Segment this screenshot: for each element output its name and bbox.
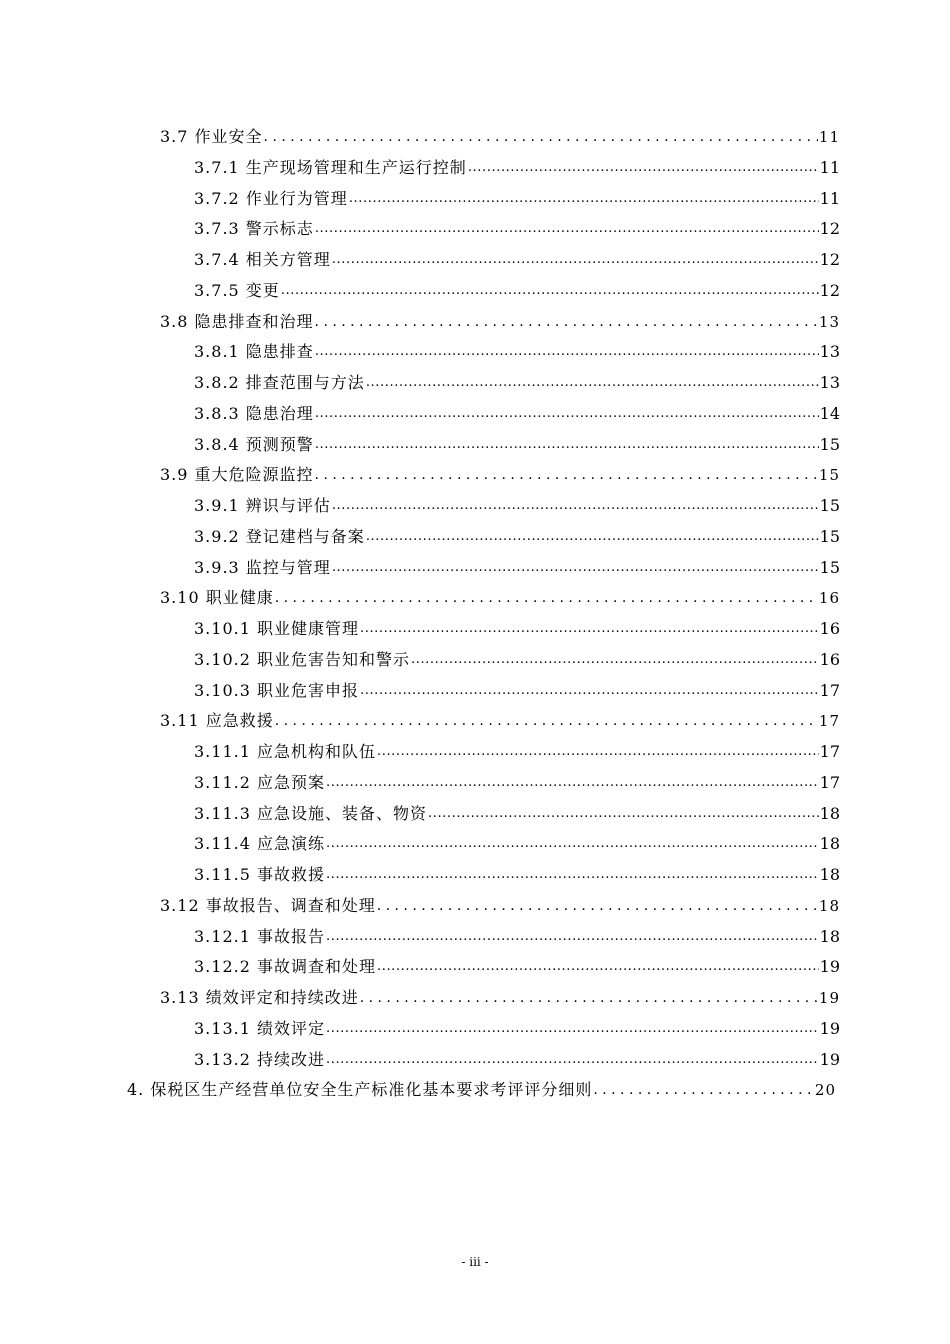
toc-entry-page-number: 15 [819,557,840,577]
toc-entry-title: 3.11 应急救援 [160,711,274,731]
toc-entry[interactable] [194,802,840,826]
toc-entry[interactable] [194,1048,840,1072]
toc-entry[interactable] [194,525,840,549]
toc-entry[interactable] [160,463,840,487]
toc-dot-leader [468,156,819,180]
toc-entry-title: 3.10.3 职业危害申报 [194,680,359,700]
toc-entry-title: 3.12.1 事故报告 [194,926,325,946]
toc-dot-leader [264,125,818,149]
toc-entry-page-number: 20 [814,1081,836,1100]
page-footer-number: - iii - [461,1255,489,1269]
toc-entry-page-number: 13 [819,342,840,362]
toc-entry-page-number: 15 [819,496,840,515]
toc-dot-leader [281,279,819,303]
toc-entry-page-number: 18 [819,865,840,884]
toc-dot-leader [377,894,818,918]
toc-entry-page-number: 15 [818,466,840,485]
toc-entry[interactable] [194,556,840,580]
toc-dot-leader [332,494,819,518]
toc-entry[interactable] [194,402,840,426]
toc-entry[interactable] [194,648,840,672]
toc-entry-page-number: 12 [819,219,840,239]
toc-entry-page-number: 19 [818,989,840,1007]
toc-entry-title: 3.7.5 变更 [194,280,280,300]
toc-entry-title: 3.8.2 排查范围与方法 [194,373,365,392]
toc-entry-title: 3.8 隐患排查和治理 [160,311,314,331]
toc-dot-leader [275,586,818,610]
toc-entry[interactable] [194,433,840,457]
toc-dot-leader [360,617,819,641]
toc-dot-leader [315,310,818,334]
toc-entry-title: 3.13.1 绩效评定 [194,1018,325,1038]
toc-dot-leader [332,556,819,580]
toc-entry[interactable] [194,925,840,949]
toc-entry-page-number: 16 [819,619,840,638]
toc-entry[interactable] [194,740,840,764]
toc-entry-title: 3.9 重大危险源监控 [160,465,314,485]
toc-entry-page-number: 17 [818,712,840,731]
toc-entry-page-number: 13 [818,312,840,331]
toc-dot-leader [275,709,818,733]
toc-entry-title: 3.8.4 预测预警 [194,434,314,454]
toc-entry[interactable] [160,125,840,149]
toc-entry-title: 3.10.2 职业危害告知和警示 [194,649,410,669]
toc-entry[interactable] [160,586,840,610]
toc-dot-leader [315,217,819,241]
toc-entry-title: 3.7 作业安全 [160,127,263,146]
toc-dot-leader [428,802,819,826]
toc-entry-page-number: 18 [819,926,840,946]
toc-dot-leader [326,771,819,795]
toc-entry-title: 3.7.1 生产现场管理和生产运行控制 [194,157,467,177]
toc-entry[interactable] [194,832,840,856]
toc-entry-title: 4. 保税区生产经营单位安全生产标准化基本要求考评评分细则 [127,1080,593,1100]
toc-entry-title: 3.10.1 职业健康管理 [194,619,359,638]
toc-entry[interactable] [127,1078,836,1102]
toc-entry-page-number: 11 [819,157,840,177]
toc-entry-title: 3.11.1 应急机构和队伍 [194,742,376,761]
toc-entry-page-number: 16 [818,589,840,608]
toc-dot-leader [360,679,819,703]
toc-entry[interactable] [160,986,840,1010]
toc-entry-page-number: 19 [819,1049,840,1069]
toc-dot-leader [332,248,819,272]
toc-entry[interactable] [194,771,840,795]
toc-entry-title: 3.7.3 警示标志 [194,219,314,239]
toc-dot-leader [326,1048,819,1072]
toc-entry[interactable] [194,494,840,518]
toc-dot-leader [326,863,819,887]
toc-entry[interactable] [194,340,840,364]
toc-dot-leader [315,463,818,487]
toc-entry-page-number: 17 [819,680,840,700]
toc-entry-title: 3.10 职业健康 [160,588,274,608]
toc-entry[interactable] [160,894,840,918]
toc-entry-title: 3.13.2 持续改进 [194,1049,325,1069]
toc-entry[interactable] [194,187,840,211]
toc-entry-page-number: 19 [819,957,840,977]
toc-entry-title: 3.11.3 应急设施、装备、物资 [194,803,427,823]
toc-entry-title: 3.11.2 应急预案 [194,772,325,792]
toc-dot-leader [366,525,819,549]
toc-dot-leader [349,187,819,211]
toc-dot-leader [411,648,819,672]
toc-dot-leader [315,433,819,457]
toc-entry-page-number: 17 [819,742,840,761]
toc-entry-page-number: 11 [818,128,840,146]
toc-entry-page-number: 19 [819,1018,840,1038]
toc-entry-title: 3.12.2 事故调查和处理 [194,957,376,977]
toc-entry-title: 3.13 绩效评定和持续改进 [160,988,359,1007]
toc-entry-page-number: 18 [819,803,840,823]
toc-entry-title: 3.7.4 相关方管理 [194,250,331,269]
toc-dot-leader [593,1078,814,1102]
toc-entry-title: 3.8.1 隐患排查 [194,342,314,362]
toc-entry-title: 3.7.2 作业行为管理 [194,188,348,208]
toc-entry-page-number: 14 [819,403,840,423]
toc-entry-page-number: 15 [819,434,840,454]
toc-entry[interactable] [160,709,840,733]
toc-entry[interactable] [194,1017,840,1041]
toc-dot-leader [377,740,819,764]
toc-entry-page-number: 12 [819,280,840,300]
toc-dot-leader [326,1017,819,1041]
toc-entry-title: 3.11.4 应急演练 [194,834,325,854]
toc-entry[interactable] [194,863,840,887]
toc-entry-page-number: 17 [819,772,840,792]
toc-entry-page-number: 13 [819,373,840,392]
toc-entry[interactable] [194,156,840,180]
toc-entry-title: 3.9.2 登记建档与备案 [194,526,365,546]
toc-entry[interactable] [194,617,840,641]
toc-entry-page-number: 18 [818,896,840,915]
toc-entry-page-number: 18 [819,834,840,854]
toc-entry-title: 3.9.1 辨识与评估 [194,496,331,515]
toc-dot-leader [315,340,819,364]
toc-entry-page-number: 16 [819,649,840,669]
toc-entry[interactable] [194,955,840,979]
toc-entry[interactable] [194,248,840,272]
toc-dot-leader [326,832,819,856]
toc-entry-title: 3.8.3 隐患治理 [194,403,314,423]
toc-entry-page-number: 11 [819,188,840,208]
toc-entry[interactable] [194,279,840,303]
toc-dot-leader [377,955,819,979]
toc-dot-leader [366,371,819,395]
toc-dot-leader [326,925,819,949]
toc-entry[interactable] [194,217,840,241]
toc-entry-title: 3.9.3 监控与管理 [194,557,331,577]
toc-entry[interactable] [160,310,840,334]
toc-dot-leader [315,402,819,426]
toc-entry-title: 3.12 事故报告、调查和处理 [160,895,376,915]
toc-entry[interactable] [194,371,840,395]
toc-entry[interactable] [194,679,840,703]
toc-entry-page-number: 15 [819,526,840,546]
toc-entry-title: 3.11.5 事故救援 [194,865,325,884]
toc-entry-page-number: 12 [819,250,840,269]
toc-dot-leader [360,986,818,1010]
